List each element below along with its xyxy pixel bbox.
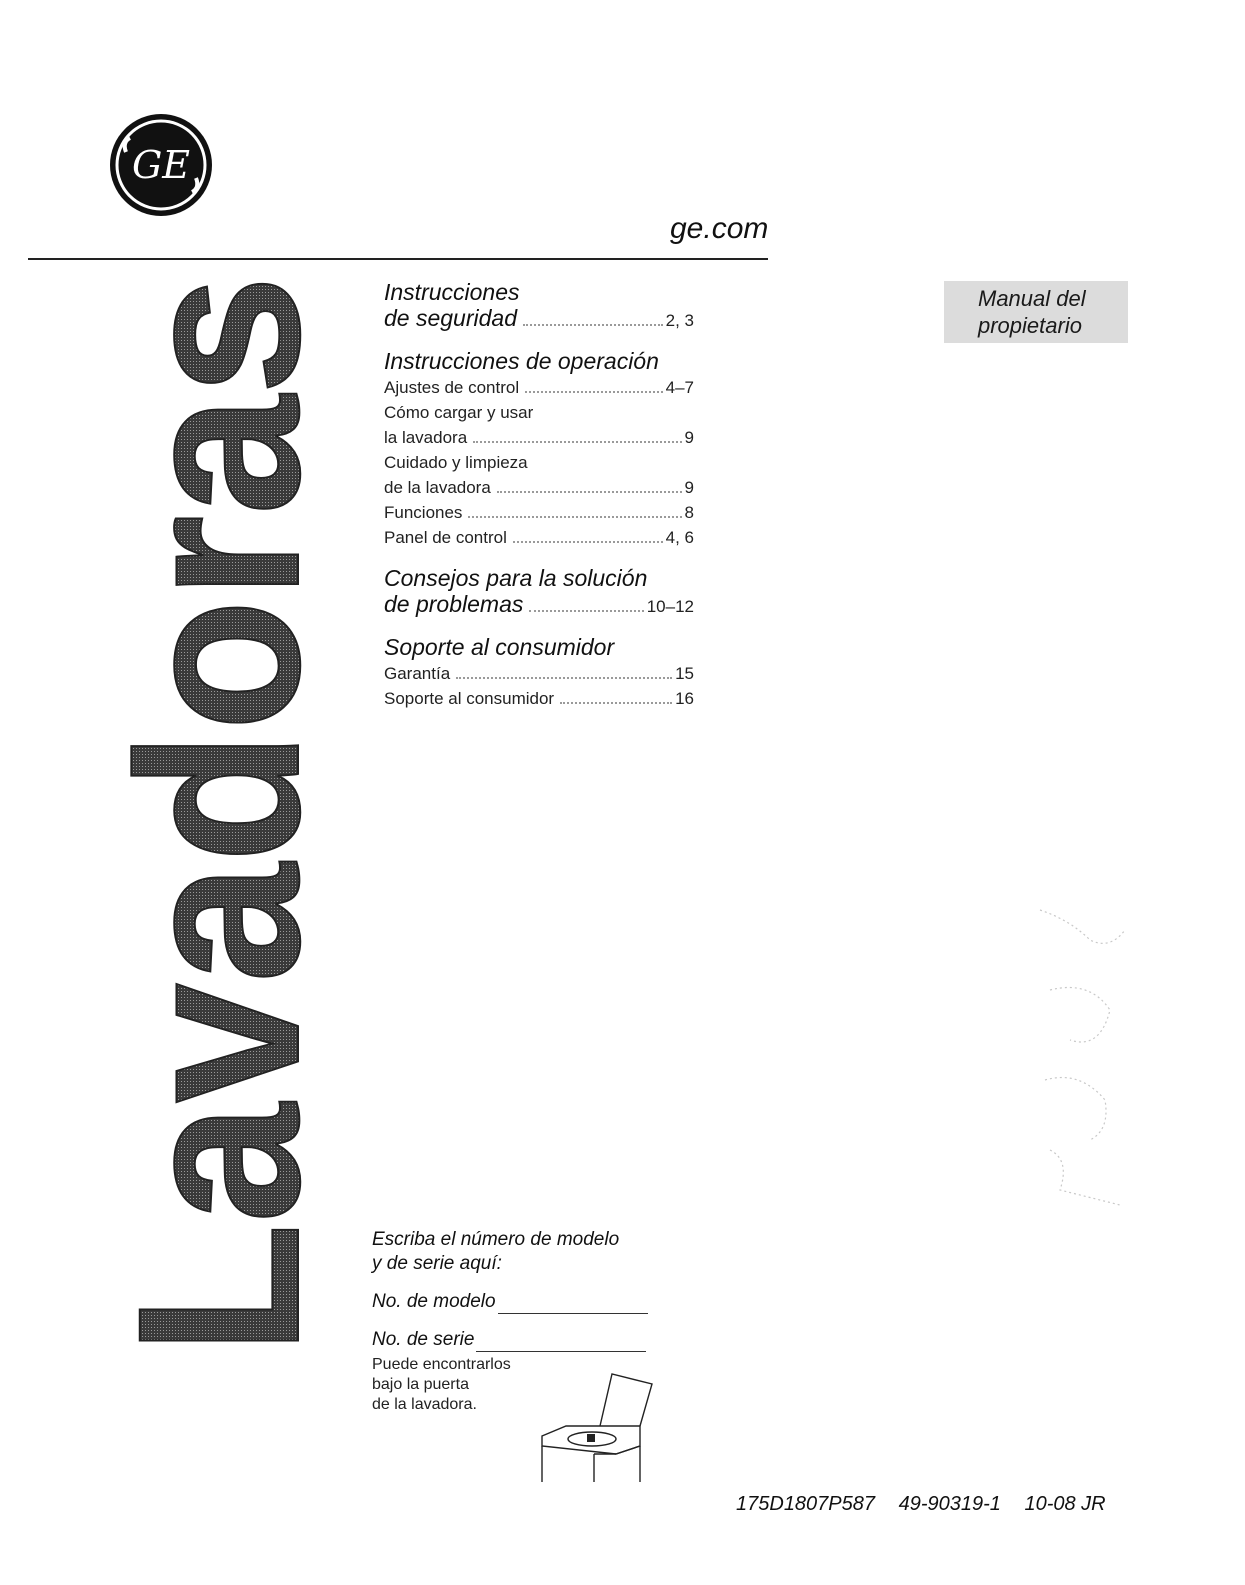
location-hint	[372, 1355, 552, 1415]
model-serial-record	[372, 1228, 672, 1352]
toc-safety-title-line2: de seguridad	[384, 305, 517, 331]
dot-leader	[513, 541, 663, 543]
toc-troubleshooting-title-line2: de problemas	[384, 591, 524, 617]
toc-page: 9	[684, 478, 694, 497]
toc-entry-label: de la lavadora	[384, 478, 491, 497]
toc-entry-label: Cuidado y limpieza	[384, 453, 528, 472]
model-number-label: No. de modelo	[372, 1291, 496, 1312]
dot-leader	[523, 324, 663, 326]
hint-line: Puede encontrarlos	[372, 1356, 511, 1373]
toc-page: 9	[684, 428, 694, 447]
toc-entry[interactable]	[384, 661, 694, 686]
toc-troubleshooting-entry[interactable]	[384, 592, 694, 619]
toc-operation-title: Instrucciones de operación	[384, 348, 659, 374]
dot-leader	[456, 677, 672, 679]
toc-entry-label: Cómo cargar y usar	[384, 403, 534, 422]
toc-entry-label: la lavadora	[384, 428, 468, 447]
toc-page: 16	[675, 689, 694, 708]
serial-number-label: No. de serie	[372, 1329, 475, 1350]
record-instruction-line-2: y de serie aquí:	[372, 1253, 502, 1274]
ge-logo	[108, 112, 214, 218]
dot-leader	[473, 441, 681, 443]
toc-entry[interactable]	[384, 475, 694, 500]
header-divider	[28, 258, 768, 260]
toc-section-operation	[384, 347, 694, 550]
toc-entry-label: Soporte al consumidor	[384, 689, 555, 708]
hint-line: de la lavadora.	[372, 1396, 477, 1413]
toc-section-troubleshooting	[384, 564, 694, 619]
serial-number-blank[interactable]	[476, 1333, 646, 1352]
toc-entry[interactable]	[384, 500, 694, 525]
vertical-title	[90, 204, 347, 1360]
toc-page: 2, 3	[665, 311, 694, 330]
toc-page: 15	[675, 664, 694, 683]
dot-leader	[529, 610, 643, 612]
model-number-field[interactable]	[372, 1290, 672, 1314]
table-of-contents	[384, 278, 694, 725]
toc-entry[interactable]	[384, 525, 694, 550]
toc-safety-entry[interactable]	[384, 306, 694, 333]
record-instruction-line-1: Escriba el número de modelo	[372, 1229, 620, 1250]
footer-codes	[736, 1493, 1124, 1516]
dot-leader	[497, 491, 682, 493]
date-code: 10-08 JR	[1024, 1493, 1106, 1515]
toc-entry[interactable]	[384, 375, 694, 400]
toc-section-support	[384, 633, 694, 711]
dot-leader	[560, 702, 672, 704]
document-number: 49-90319-1	[898, 1493, 1001, 1515]
badge-line-1: Manual del	[978, 286, 1086, 311]
hint-line: bajo la puerta	[372, 1376, 469, 1393]
manual-badge	[944, 281, 1128, 343]
toc-entry-label: Ajustes de control	[384, 378, 520, 397]
dot-leader	[525, 391, 662, 393]
toc-entry[interactable]	[384, 686, 694, 711]
toc-entry-label: Garantía	[384, 664, 451, 683]
toc-page: 4, 6	[665, 528, 694, 547]
washer-illustration	[536, 1370, 660, 1484]
badge-line-2: propietario	[978, 313, 1082, 338]
serial-number-field[interactable]	[372, 1328, 672, 1352]
toc-page: 4–7	[665, 378, 694, 397]
toc-page: 8	[684, 503, 694, 522]
toc-section-safety	[384, 278, 694, 333]
faint-bleedthrough-marks	[1030, 900, 1130, 1210]
site-url: ge.com	[670, 212, 769, 245]
toc-entry[interactable]	[384, 425, 694, 450]
part-number: 175D1807P587	[736, 1493, 876, 1515]
toc-entry-label: Panel de control	[384, 528, 507, 547]
toc-page: 10–12	[646, 597, 694, 616]
toc-safety-title: Instrucciones	[384, 279, 520, 305]
ge-logo-text: GE	[131, 143, 191, 187]
toc-support-title: Soporte al consumidor	[384, 634, 615, 660]
toc-entry-label: Funciones	[384, 503, 463, 522]
model-number-blank[interactable]	[498, 1295, 648, 1314]
toc-troubleshooting-title: Consejos para la solución	[384, 565, 648, 591]
dot-leader	[468, 516, 681, 518]
vertical-title-text: Lavadoras	[90, 204, 347, 1355]
